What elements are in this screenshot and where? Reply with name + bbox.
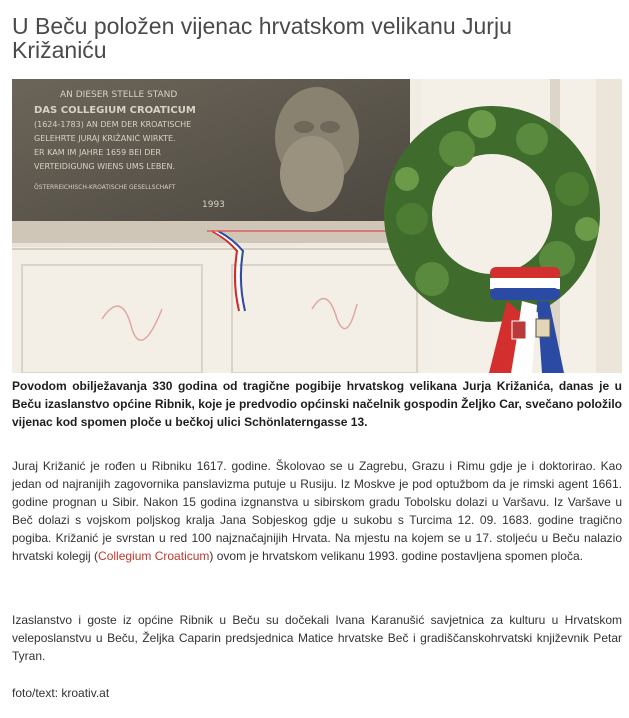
plaque-line: 1993 <box>202 200 225 210</box>
article-title: U Beču položen vijenac hrvatskom velikanu Jurju Križaniću <box>12 13 512 63</box>
plaque-line: ÖSTERREICHISCH-KROATISCHE GESELLSCHAFT <box>34 184 176 191</box>
plaque-line: DAS COLLEGIUM CROATICUM <box>34 105 196 116</box>
plaque-line: VERTEIDIGUNG WIENS UMS LEBEN. <box>34 162 175 171</box>
article-lead: Povodom obilježavanja 330 godina od tragične pogibije hrvatskog velikana Jurja Križanića, danas je u Beču izaslanstvo općine Ribnik, koje je predvodio općinski načelnik gospodin Željko Car, svečano položilo vijenac kod spomen ploče u bečkoj ulici Schönlaterngasse 13. <box>12 379 622 429</box>
article-photo <box>12 79 622 373</box>
plaque-line: (1624-1783) AN DEM DER KROATISCHE <box>34 120 192 129</box>
wreath-plaque-photo <box>12 79 622 373</box>
paragraph-text: Juraj Križanić je rođen u Ribniku 1617. godine. Školovao se u Zagrebu, Grazu i Rimu gdje je i doktorirao. Kao jedan od najranijih zagovornika panslavizma putuje u Rusiju. Iz Moskve je pod optužbom da je rimski agent 1661. godine prognan u Sibir. Nakon 15 godina izgnanstva u sibirskom gradu Tobolsku dolazi u Varšavu. Iz Varšave u Beč dolazi s vojskom poljskog kralja Jana Sobjeskog gdje u sukobu s Turcima 12. 09. 1683. godine tragično pogiba. Križanić je svrstan u red 100 najznačajnijih Hrvata. Na mjestu na kojem se u 17. stoljeću u Beču nalazio hrvatski kolegij ( <box>12 459 622 563</box>
article-paragraph-1 <box>12 457 622 565</box>
plaque-line: GELEHRTE JURAJ KRIŽANIĆ WIRKTE. <box>34 134 176 143</box>
plaque-line: AN DIESER STELLE STAND <box>60 90 178 100</box>
plaque-line: ER KAM IM JAHRE 1659 BEI DER <box>34 148 161 157</box>
paragraph-text: ) ovom je hrvatskom velikanu 1993. godine postavljena spomen ploča. <box>209 549 583 563</box>
photo-credit: foto/text: kroativ.at <box>12 686 110 700</box>
coat-of-arms-icon <box>512 321 526 339</box>
article-paragraph-2: Izaslanstvo i goste iz općine Ribnik u Beču su dočekali Ivana Karanušić savjetnica za kulturu u Hrvatskom veleposlanstvu u Beču, Željka Caparin predsjednica Matice hrvatske Beč i gradiščanskohrvatski književnik Petar Tyran. <box>12 613 622 663</box>
collegium-croaticum-link[interactable]: Collegium Croaticum <box>98 549 210 563</box>
